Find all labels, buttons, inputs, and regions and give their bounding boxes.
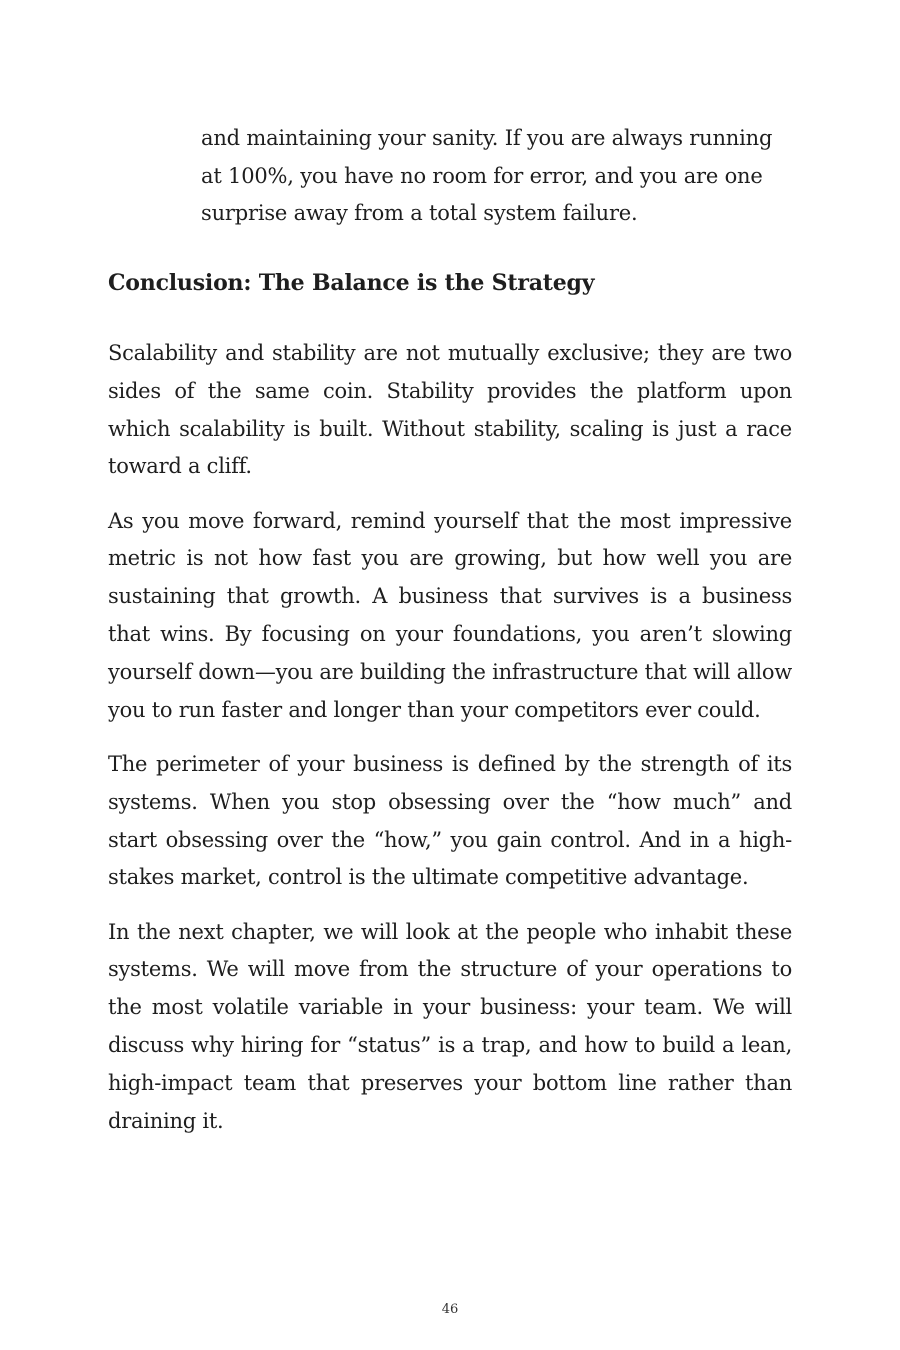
paragraph: Scalability and stability are not mutually exclusive; they are two sides of the same coin. Stability provides the platform upon which scalability is built. Without stability, scaling is just a race toward a cliff. xyxy=(108,341,792,479)
section-body xyxy=(108,335,792,1157)
section-heading: Conclusion: The Balance is the Strategy xyxy=(108,270,595,296)
page-number: 46 xyxy=(441,1302,459,1317)
paragraph: In the next chapter, we will look at the people who inhabit these systems. We will move from the structure of your operations to the most volatile variable in your business: your team. We will discuss why hiring for “status” is a trap, and how to build a lean, high-impact team that preserves your bottom line rather than draining it. xyxy=(108,919,792,1133)
paragraph: As you move forward, remind yourself that the most impressive metric is not how fast you are growing, but how well you are sustaining that growth. A business that survives is a business that wins. By focusing on your foundations, you aren’t slowing yourself down—you are building the infrastructure that will allow you to run faster and longer than your competitors ever could. xyxy=(108,508,792,722)
paragraph: The perimeter of your business is defined by the strength of its systems. When you stop obsessing over the “how much” and start obsessing over the “how,” you gain control. And in a high-stakes market, control is the ultimate competitive advantage. xyxy=(108,751,792,890)
continued-quote: and maintaining your sanity. If you are always running at 100%, you have no room for error, and you are one surprise away from a total system failure. xyxy=(201,126,773,225)
